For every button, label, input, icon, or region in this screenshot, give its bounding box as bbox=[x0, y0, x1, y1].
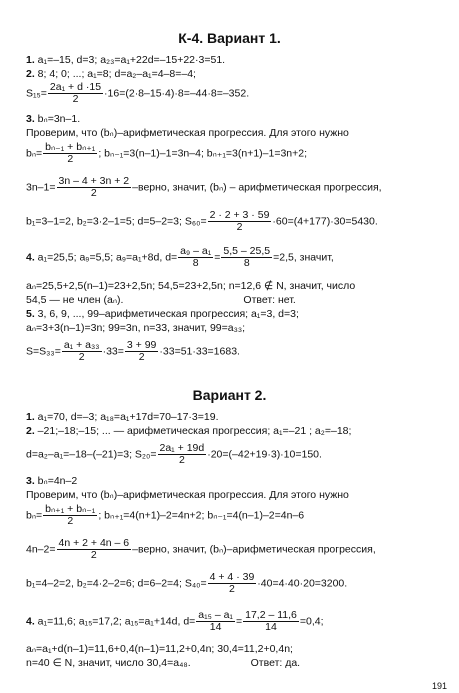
v2-problem-4 bbox=[26, 610, 324, 633]
problem-text: –21;–18;–15; ... — арифметическая прогрессия; a₁=–21 ; a₂=–18; bbox=[34, 425, 352, 437]
v1-problem-5-line2: aₙ=3+3(n–1)=3n; 99=3n, n=33, значит, 99=a₃₃; bbox=[26, 322, 246, 334]
v1-problem-2 bbox=[26, 68, 196, 80]
numerator: 17,2 – 11,6 bbox=[245, 609, 297, 621]
fraction bbox=[43, 142, 97, 165]
formula-text: bₙ= bbox=[26, 509, 43, 522]
formula-text: S₁₅= bbox=[26, 87, 47, 100]
problem-number: 1. bbox=[26, 411, 35, 423]
fraction bbox=[158, 443, 207, 466]
v2-problem-4-line2: aₙ=a₁+d(n–1)=11,6+0,4(n–1)=11,2+0,4n; 30,4=11,2+0,4n; bbox=[26, 643, 293, 655]
numerator: bₙ₋₁ + bₙ₊₁ bbox=[45, 141, 96, 153]
numerator: a₉ – a₁ bbox=[180, 245, 212, 257]
numerator: 2a₁ + 19d bbox=[159, 442, 205, 454]
formula-text: 4n–2= bbox=[26, 543, 56, 556]
formula-text: ·33=51·33=1683. bbox=[159, 345, 240, 358]
numerator: 5,5 – 25,5 bbox=[223, 245, 271, 257]
numerator: a₁₅ – a₁ bbox=[198, 609, 233, 621]
fraction bbox=[125, 340, 159, 363]
v1-problem-1 bbox=[26, 54, 225, 66]
numerator: 3n – 4 + 3n + 2 bbox=[58, 175, 130, 187]
fraction bbox=[48, 82, 103, 105]
v1-problem-2-sum bbox=[26, 82, 249, 105]
denominator: 2 bbox=[229, 583, 235, 595]
problem-number: 3. bbox=[26, 475, 35, 487]
denominator: 2 bbox=[78, 351, 85, 363]
v2-problem-3-bn bbox=[26, 504, 304, 527]
numerator: 4n + 2 + 4n – 6 bbox=[58, 537, 130, 549]
problem-text: a₁=70, d=–3; a₁₈=a₁+17d=70–17·3=19. bbox=[34, 411, 219, 423]
v1-problem-3-bn bbox=[26, 142, 307, 165]
problem-number: 5. bbox=[26, 308, 35, 320]
denominator: 8 bbox=[192, 257, 199, 269]
v1-problem-3-eq bbox=[26, 176, 382, 199]
problem-text: bₙ=3n–1. bbox=[34, 113, 81, 125]
fraction bbox=[57, 176, 132, 199]
v2-problem-3-eq bbox=[26, 538, 376, 561]
formula-text: = bbox=[235, 615, 243, 628]
v1-problem-5-sum bbox=[26, 340, 240, 363]
formula-text: n=40 ∈ N, значит, число 30,4=a₄₈. bbox=[26, 657, 191, 669]
formula-text: ·20=(–42+19·3)·10=150. bbox=[207, 448, 322, 461]
formula-text: ·16=(2·8–15·4)·8=–44·8=–352. bbox=[104, 87, 250, 100]
formula-text: ; bₙ₋₁=3(n–1)–1=3n–4; bₙ₊₁=3(n+1)–1=3n+2; bbox=[98, 147, 308, 160]
denominator: 8 bbox=[243, 257, 250, 269]
denominator: 2 bbox=[178, 454, 185, 466]
problem-text: a₁=–15, d=3; a₂₃=a₁+22d=–15+22·3=51. bbox=[34, 54, 226, 66]
formula-text: –верно, значит, (bₙ) – арифметическая прогрессия, bbox=[132, 181, 382, 194]
v2-problem-2-sum bbox=[26, 443, 322, 466]
formula-text: =0,4; bbox=[299, 615, 324, 628]
fraction bbox=[208, 210, 272, 233]
v2-problem-4-line3 bbox=[26, 657, 300, 669]
v1-problem-4-line2: aₙ=25,5+2,5(n–1)=23+2,5n; 54,5=23+2,5n; n=12,6 ∉ N, значит, число bbox=[26, 280, 356, 292]
formula-text: ·40=4·40·20=3200. bbox=[257, 577, 348, 590]
fraction bbox=[178, 246, 213, 269]
problem-number: 2. bbox=[26, 68, 35, 80]
fraction bbox=[57, 538, 132, 561]
variant-1-title: К-4. Вариант 1. bbox=[178, 30, 281, 46]
denominator: 2 bbox=[138, 351, 145, 363]
v1-problem-5 bbox=[26, 308, 299, 320]
denominator: 14 bbox=[265, 621, 277, 633]
formula-text: –верно, значит, (bₙ)–арифметическая прогрессия, bbox=[132, 543, 376, 556]
page-number: 191 bbox=[431, 681, 447, 691]
numerator: 2 · 2 + 3 · 59 bbox=[209, 209, 270, 221]
v2-problem-2 bbox=[26, 425, 351, 437]
denominator: 2 bbox=[67, 153, 74, 165]
v1-problem-4-line3 bbox=[26, 294, 296, 306]
numerator: 3 + 99 bbox=[126, 339, 157, 351]
denominator: 2 bbox=[236, 221, 243, 233]
v1-problem-4 bbox=[26, 246, 334, 269]
formula-text: a₁=11,6; a₁₅=17,2; a₁₅=a₁+14d, d= bbox=[34, 615, 196, 628]
v2-problem-3-sum bbox=[26, 572, 347, 595]
formula-text: ·60=(4+177)·30=5430. bbox=[272, 215, 378, 228]
fraction bbox=[208, 572, 257, 595]
v1-problem-3-sum bbox=[26, 210, 378, 233]
fraction bbox=[43, 504, 97, 527]
formula-text: d=a₂–a₁=–18–(–21)=3; S₂₀= bbox=[26, 448, 157, 461]
denominator: 14 bbox=[209, 621, 222, 633]
formula-text: a₁=25,5; a₉=5,5; a₉=a₁+8d, d= bbox=[34, 251, 178, 264]
variant-2-title: Вариант 2. bbox=[192, 387, 267, 403]
formula-text: 54,5 — не член (aₙ). bbox=[26, 294, 124, 306]
numerator: 2a₁ + d ·15 bbox=[49, 81, 102, 93]
v2-problem-3 bbox=[26, 475, 77, 487]
v2-problem-3-line2: Проверим, что (bₙ)–арифметическая прогрессия. Для этого нужно bbox=[26, 489, 349, 501]
formula-text: ; bₙ₊₁=4(n+1)–2=4n+2; bₙ₋₁=4(n–1)–2=4n–6 bbox=[98, 509, 305, 522]
denominator: 2 bbox=[72, 93, 79, 105]
numerator: bₙ₊₁ + bₙ₋₁ bbox=[45, 503, 96, 515]
numerator: a₁ + a₃₃ bbox=[63, 339, 100, 351]
fraction bbox=[196, 610, 235, 633]
formula-text: = bbox=[214, 251, 221, 264]
v1-problem-3 bbox=[26, 113, 80, 125]
v2-problem-1 bbox=[26, 411, 219, 423]
formula-text: =2,5, значит, bbox=[273, 251, 334, 264]
problem-number: 3. bbox=[26, 113, 35, 125]
denominator: 2 bbox=[67, 515, 74, 527]
formula-text: bₙ= bbox=[26, 147, 43, 160]
problem-number: 4. bbox=[26, 615, 35, 628]
answer-text: Ответ: да. bbox=[250, 657, 301, 669]
numerator: 4 + 4 · 39 bbox=[209, 571, 255, 583]
problem-text: bₙ=4n–2 bbox=[34, 475, 78, 487]
answer-text: Ответ: нет. bbox=[243, 294, 296, 306]
fraction bbox=[221, 246, 272, 269]
problem-number: 1. bbox=[26, 54, 35, 66]
fraction bbox=[62, 340, 102, 363]
problem-number: 2. bbox=[26, 425, 35, 437]
fraction bbox=[243, 610, 299, 633]
formula-text: ·33= bbox=[102, 345, 124, 358]
v1-problem-3-line2: Проверим, что (bₙ)–арифметическая прогрессия. Для этого нужно bbox=[26, 127, 349, 139]
problem-text: 3, 6, 9, ..., 99–арифметическая прогрессия; a₁=3, d=3; bbox=[34, 308, 299, 320]
problem-text: 8; 4; 0; ...; a₁=8; d=a₂–a₁=4–8=–4; bbox=[34, 68, 196, 80]
formula-text: S=S₃₃= bbox=[26, 345, 61, 358]
formula-text: b₁=4–2=2, b₂=4·2–2=6; d=6–2=4; S₄₀= bbox=[26, 577, 207, 590]
formula-text: 3n–1= bbox=[26, 181, 56, 194]
denominator: 2 bbox=[90, 549, 97, 561]
formula-text: b₁=3–1=2, b₂=3·2–1=5; d=5–2=3; S₆₀= bbox=[26, 215, 207, 228]
denominator: 2 bbox=[90, 187, 97, 199]
problem-number: 4. bbox=[26, 251, 35, 264]
